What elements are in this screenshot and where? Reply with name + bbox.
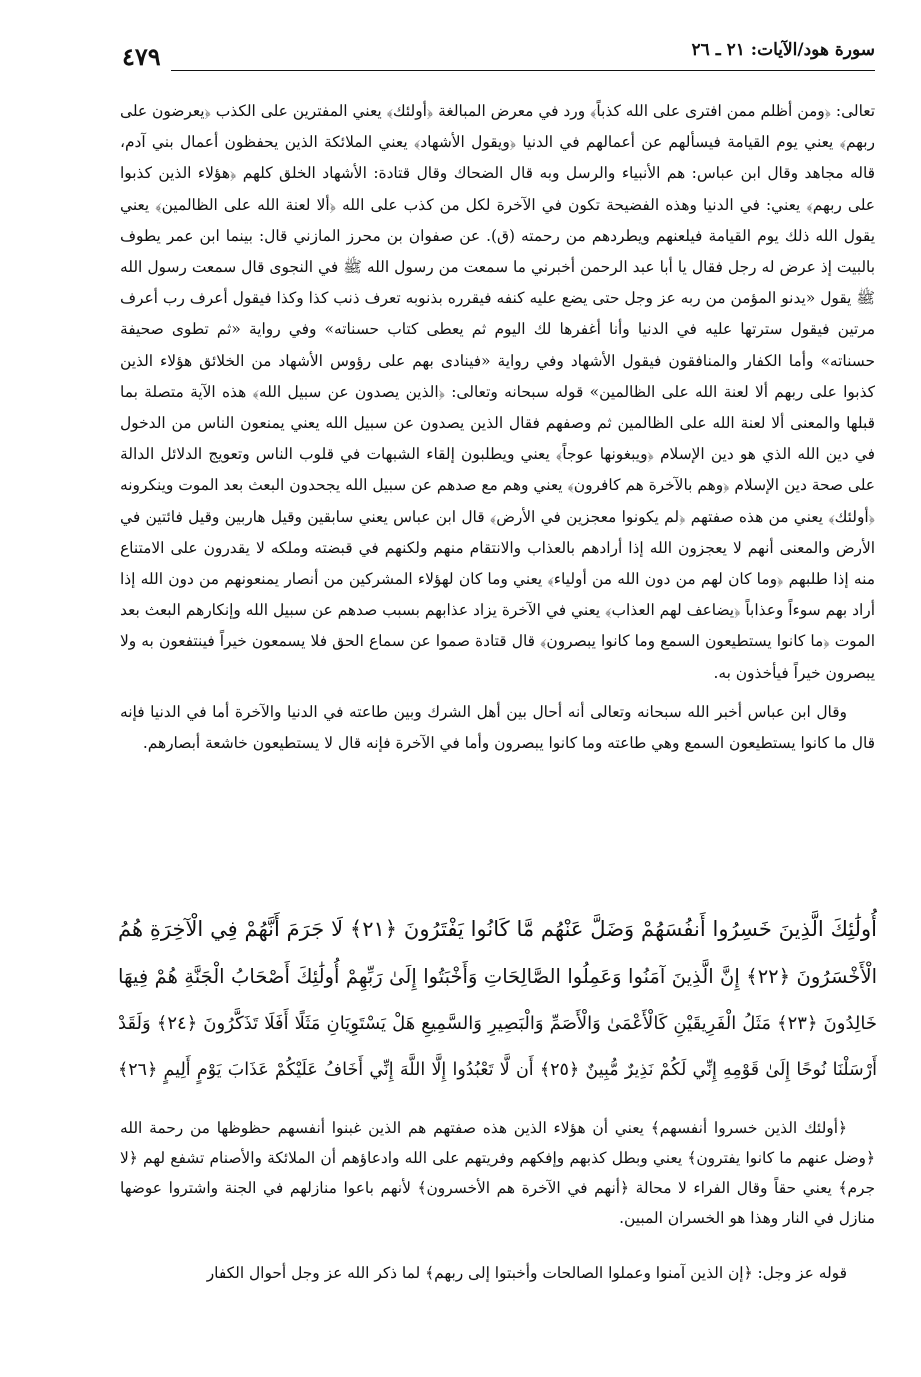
commentary-paragraph-4: قوله عز وجل: ﴿إن الذين آمنوا وعملوا الصالحات وأخبتوا إلى ربهم﴾ لما ذكر الله عز وجل أحوال الكفار: [206, 1264, 847, 1282]
verse-line-3: خَالِدُونَ ﴿٢٣﴾ مَثَلُ الْفَرِيقَيْنِ كَالْأَعْمَىٰ وَالْأَصَمِّ وَالْبَصِيرِ وَالسَّمِيعِ هَلْ يَسْتَوِيَانِ مَثَلًا أَفَلَا تَذَكَّرُونَ ﴿٢٤﴾ وَلَقَدْ: [118, 1013, 877, 1034]
verse-line-1: أُولَٰئِكَ الَّذِينَ خَسِرُوا أَنفُسَهُمْ وَضَلَّ عَنْهُم مَّا كَانُوا يَفْتَرُونَ ﴿٢١﴾ لَا جَرَمَ أَنَّهُمْ فِي الْآخِرَةِ هُمُ: [118, 917, 877, 941]
commentary-paragraph-3: ﴿أولئك الذين خسروا أنفسهم﴾ يعني أن هؤلاء الذين هذه صفتهم هم الذين غبنوا أنفسهم حظوظها من رحمة الله ﴿وضل عنهم ما كانوا يفترون﴾ يعني وبطل كذبهم وإفكهم وفريتهم على الله وادعاؤهم أن الملائكة والأصنام تشفع لهم ﴿لا جرم﴾ يعني حقاً وقال الفراء لا محالة ﴿أنهم في الآخرة هم الأخسرون﴾ لأنهم باعوا منازلهم في الجنة واشتروا عوضها منازل في النار وهذا هو الخسران المبين.: [120, 1119, 875, 1227]
verse-line-4: أَرْسَلْنَا نُوحًا إِلَىٰ قَوْمِهِ إِنِّي لَكُمْ نَذِيرٌ مُّبِينٌ ﴿٢٥﴾ أَن لَّا تَعْبُدُوا إِلَّا اللَّهَ إِنِّي أَخَافُ عَلَيْكُمْ عَذَابَ يَوْمٍ أَلِيمٍ ﴿٢٦﴾: [118, 1060, 877, 1080]
closing-text: [120, 1258, 875, 1288]
page-number: ٤٧٩: [122, 42, 171, 71]
page-header: [122, 40, 875, 80]
commentary-paragraph-2: وقال ابن عباس أخبر الله سبحانه وتعالى أنه أحال بين أهل الشرك وبين طاعته في الدنيا والآخرة أما في الدنيا فإنه قال ما كانوا يستطيعون السمع وهي طاعته وما كانوا يبصرون وأما في الآخرة فإنه قال لا يستطيعون خاشعة أبصارهم.: [120, 702, 875, 753]
main-text: [120, 96, 875, 759]
running-title: سورة هود/الآيات: ٢١ ـ ٢٦: [682, 40, 875, 60]
commentary-paragraph-1: تعالى: ﴿ومن أظلم ممن افترى على الله كذباً﴾ ورد في معرض المبالغة ﴿أولئك﴾ يعني المفترين على الكذب ﴿يعرضون على ربهم﴾ يعني يوم القيامة فيسألهم عن أعمالهم في الدنيا ﴿ويقول الأشهاد﴾ يعني الملائكة الذين يحفظون أعمال بني آدم، قاله مجاهد وقال ابن عباس: هم الأنبياء والرسل وبه قال الضحاك وقال قتادة: الأشهاد الخلق كلهم ﴿هؤلاء الذين كذبوا على ربهم﴾ يعني: في الدنيا وهذه الفضيحة تكون في الآخرة لكل من كذب على الله ﴿ألا لعنة الله على الظالمين﴾ يعني يقول الله ذلك يوم القيامة فيلعنهم ويطردهم من رحمته (ق). عن صفوان بن محرز المازني قال: بينما ابن عمر يطوف بالبيت إذ عرض له رجل فقال يا أبا عبد الرحمن أخبرني ما سمعت من رسول الله ﷺ في النجوى قال سمعت رسول الله ﷺ يقول «يدنو المؤمن من ربه عز وجل حتى يضع عليه كنفه فيقرره بذنوبه تعرف ذنب كذا وكذا فيقول أعرف رب أعرف مرتين فيقول سترتها عليه في الدنيا وأنا أغفرها لك اليوم ثم يعطى كتاب حسناته» وفي رواية «ثم تطوى صحيفة حسناته» وأما الكفار والمنافقون فيقول الأشهاد وفي رواية «فينادى بهم على رؤوس الأشهاد من الخلائق هؤلاء الذين كذبوا على ربهم ألا لعنة الله على الظالمين» قوله سبحانه وتعالى: ﴿الذين يصدون عن سبيل الله﴾ هذه الآية متصلة بما قبلها والمعنى ألا لعنة الله على الظالمين ثم وصفهم فقال الذين يصدون عن سبيل الله يعني يمنعون الناس من الدخول في دين الله الذي هو دين الإسلام ﴿ويبغونها عوجاً﴾ يعني ويطلبون إلقاء الشبهات في قلوب الناس وتعويج الدلائل الدالة على صحة دين الإسلام ﴿وهم بالآخرة هم كافرون﴾ يعني وهم مع صدهم عن سبيل الله يجحدون البعث بعد الموت وينكرونه ﴿أولئك﴾ يعني من هذه صفتهم ﴿لم يكونوا معجزين في الأرض﴾ قال ابن عباس يعني سابقين وقيل هاربين وقيل فائتين في الأرض والمعنى أنهم لا يعجزون الله إذا أرادهم بالعذاب والانتقام منهم ولكنهم في قبضته وملكه لا يقدرون على الامتناع منه إذا طلبهم ﴿وما كان لهم من دون الله من أولياء﴾ يعني وما كان لهؤلاء المشركين من أنصار يمنعونهم من دون الله إذا أراد بهم سوءاً وعذاباً ﴿يضاعف لهم العذاب﴾ يعني في الآخرة يزاد عذابهم بسبب صدهم عن سبيل الله وإنكارهم البعث بعد الموت ﴿ما كانوا يستطيعون السمع وما كانوا يبصرون﴾ قال قتادة صموا عن سماع الحق فلا يسمعون خيراً فينتفعون به ولا يبصرون خيراً فيأخذون به.: [120, 102, 875, 682]
header-rule: [122, 70, 875, 71]
verse-commentary: [120, 1113, 875, 1233]
quran-verses: [118, 906, 877, 1094]
verse-line-2: الْأَخْسَرُونَ ﴿٢٢﴾ إِنَّ الَّذِينَ آمَنُوا وَعَمِلُوا الصَّالِحَاتِ وَأَخْبَتُوا إِلَىٰ رَبِّهِمْ أُولَٰئِكَ أَصْحَابُ الْجَنَّةِ هُمْ فِيهَا: [118, 965, 877, 988]
